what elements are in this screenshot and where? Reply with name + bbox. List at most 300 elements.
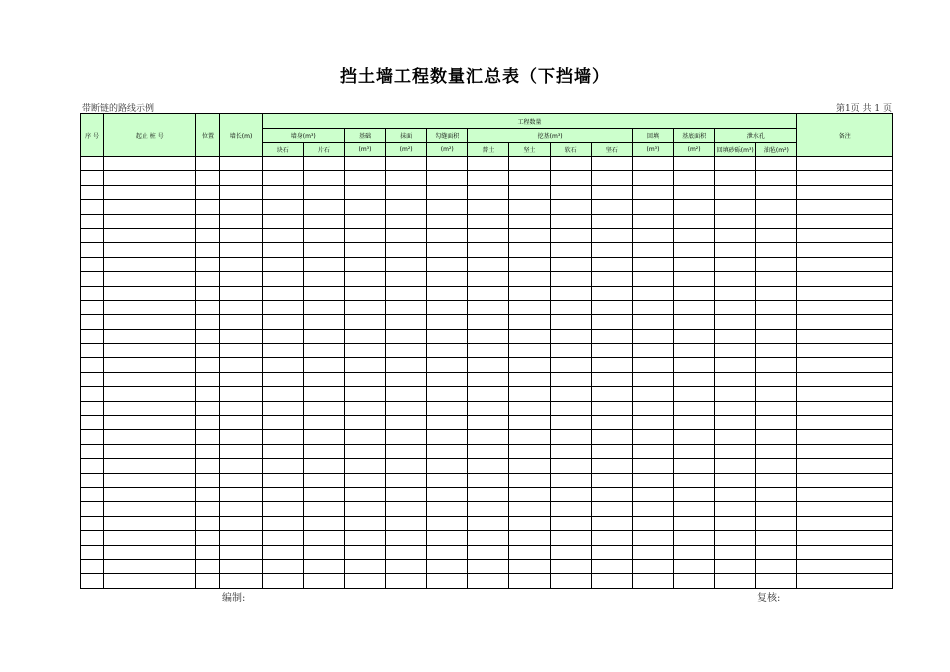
table-cell[interactable] xyxy=(344,531,385,545)
table-cell[interactable] xyxy=(509,243,550,257)
table-cell[interactable] xyxy=(797,416,893,430)
table-cell[interactable] xyxy=(262,502,303,516)
table-cell[interactable] xyxy=(468,459,509,473)
table-cell[interactable] xyxy=(344,214,385,228)
table-cell[interactable] xyxy=(427,228,468,242)
table-cell[interactable] xyxy=(591,243,632,257)
table-cell[interactable] xyxy=(715,416,756,430)
table-cell[interactable] xyxy=(196,531,220,545)
table-cell[interactable] xyxy=(550,430,591,444)
table-cell[interactable] xyxy=(715,257,756,271)
table-cell[interactable] xyxy=(344,502,385,516)
table-cell[interactable] xyxy=(81,286,104,300)
table-cell[interactable] xyxy=(632,358,673,372)
table-cell[interactable] xyxy=(674,416,715,430)
table-cell[interactable] xyxy=(303,559,344,573)
table-cell[interactable] xyxy=(386,416,427,430)
table-cell[interactable] xyxy=(81,200,104,214)
table-cell[interactable] xyxy=(591,315,632,329)
table-cell[interactable] xyxy=(550,487,591,501)
table-cell[interactable] xyxy=(262,344,303,358)
table-cell[interactable] xyxy=(427,531,468,545)
table-cell[interactable] xyxy=(303,185,344,199)
table-cell[interactable] xyxy=(591,358,632,372)
table-cell[interactable] xyxy=(262,214,303,228)
table-cell[interactable] xyxy=(591,185,632,199)
table-cell[interactable] xyxy=(509,157,550,171)
table-cell[interactable] xyxy=(674,157,715,171)
table-cell[interactable] xyxy=(303,531,344,545)
table-cell[interactable] xyxy=(262,387,303,401)
table-cell[interactable] xyxy=(220,171,262,185)
table-cell[interactable] xyxy=(104,344,196,358)
table-cell[interactable] xyxy=(81,574,104,588)
table-cell[interactable] xyxy=(81,344,104,358)
table-cell[interactable] xyxy=(344,430,385,444)
table-cell[interactable] xyxy=(386,257,427,271)
table-cell[interactable] xyxy=(303,171,344,185)
table-cell[interactable] xyxy=(262,272,303,286)
table-cell[interactable] xyxy=(262,300,303,314)
table-cell[interactable] xyxy=(591,286,632,300)
table-cell[interactable] xyxy=(756,401,797,415)
table-cell[interactable] xyxy=(715,315,756,329)
table-cell[interactable] xyxy=(220,416,262,430)
table-cell[interactable] xyxy=(220,473,262,487)
table-cell[interactable] xyxy=(550,315,591,329)
table-cell[interactable] xyxy=(591,473,632,487)
table-cell[interactable] xyxy=(632,214,673,228)
table-cell[interactable] xyxy=(632,300,673,314)
table-cell[interactable] xyxy=(756,387,797,401)
table-cell[interactable] xyxy=(797,430,893,444)
table-cell[interactable] xyxy=(104,444,196,458)
table-cell[interactable] xyxy=(104,372,196,386)
table-cell[interactable] xyxy=(81,228,104,242)
table-cell[interactable] xyxy=(797,531,893,545)
table-cell[interactable] xyxy=(715,358,756,372)
table-cell[interactable] xyxy=(797,401,893,415)
table-cell[interactable] xyxy=(591,257,632,271)
table-cell[interactable] xyxy=(797,243,893,257)
table-cell[interactable] xyxy=(468,358,509,372)
table-cell[interactable] xyxy=(468,487,509,501)
table-cell[interactable] xyxy=(196,300,220,314)
table-cell[interactable] xyxy=(220,214,262,228)
table-cell[interactable] xyxy=(674,487,715,501)
table-cell[interactable] xyxy=(427,444,468,458)
table-cell[interactable] xyxy=(196,344,220,358)
table-cell[interactable] xyxy=(632,545,673,559)
table-cell[interactable] xyxy=(386,401,427,415)
table-cell[interactable] xyxy=(344,358,385,372)
table-cell[interactable] xyxy=(550,286,591,300)
table-cell[interactable] xyxy=(674,516,715,530)
table-cell[interactable] xyxy=(344,444,385,458)
table-cell[interactable] xyxy=(550,444,591,458)
table-cell[interactable] xyxy=(756,329,797,343)
table-cell[interactable] xyxy=(674,401,715,415)
table-cell[interactable] xyxy=(509,430,550,444)
table-cell[interactable] xyxy=(427,329,468,343)
table-cell[interactable] xyxy=(81,315,104,329)
table-cell[interactable] xyxy=(468,387,509,401)
table-cell[interactable] xyxy=(632,315,673,329)
table-cell[interactable] xyxy=(386,243,427,257)
table-cell[interactable] xyxy=(756,171,797,185)
table-cell[interactable] xyxy=(303,459,344,473)
table-cell[interactable] xyxy=(509,502,550,516)
table-cell[interactable] xyxy=(344,300,385,314)
table-cell[interactable] xyxy=(262,228,303,242)
table-cell[interactable] xyxy=(104,473,196,487)
table-cell[interactable] xyxy=(756,559,797,573)
table-cell[interactable] xyxy=(427,214,468,228)
table-cell[interactable] xyxy=(632,430,673,444)
table-cell[interactable] xyxy=(344,372,385,386)
table-cell[interactable] xyxy=(386,286,427,300)
table-cell[interactable] xyxy=(468,545,509,559)
table-cell[interactable] xyxy=(81,272,104,286)
table-cell[interactable] xyxy=(104,243,196,257)
table-cell[interactable] xyxy=(196,185,220,199)
table-cell[interactable] xyxy=(756,459,797,473)
table-cell[interactable] xyxy=(196,257,220,271)
table-cell[interactable] xyxy=(674,574,715,588)
table-cell[interactable] xyxy=(756,502,797,516)
table-cell[interactable] xyxy=(344,401,385,415)
table-cell[interactable] xyxy=(344,387,385,401)
table-cell[interactable] xyxy=(81,300,104,314)
table-cell[interactable] xyxy=(468,574,509,588)
table-cell[interactable] xyxy=(262,171,303,185)
table-cell[interactable] xyxy=(104,171,196,185)
table-cell[interactable] xyxy=(632,272,673,286)
table-cell[interactable] xyxy=(509,387,550,401)
table-cell[interactable] xyxy=(715,200,756,214)
table-cell[interactable] xyxy=(220,185,262,199)
table-cell[interactable] xyxy=(756,272,797,286)
table-cell[interactable] xyxy=(756,574,797,588)
table-cell[interactable] xyxy=(220,444,262,458)
table-cell[interactable] xyxy=(386,171,427,185)
table-cell[interactable] xyxy=(509,315,550,329)
table-cell[interactable] xyxy=(344,200,385,214)
table-cell[interactable] xyxy=(632,185,673,199)
table-cell[interactable] xyxy=(468,243,509,257)
table-cell[interactable] xyxy=(104,329,196,343)
table-cell[interactable] xyxy=(104,416,196,430)
table-cell[interactable] xyxy=(674,473,715,487)
table-cell[interactable] xyxy=(756,487,797,501)
table-cell[interactable] xyxy=(674,372,715,386)
table-cell[interactable] xyxy=(427,157,468,171)
table-cell[interactable] xyxy=(468,257,509,271)
table-cell[interactable] xyxy=(196,401,220,415)
table-cell[interactable] xyxy=(550,574,591,588)
table-cell[interactable] xyxy=(674,358,715,372)
table-cell[interactable] xyxy=(550,372,591,386)
table-cell[interactable] xyxy=(756,185,797,199)
table-cell[interactable] xyxy=(509,185,550,199)
table-cell[interactable] xyxy=(196,243,220,257)
table-cell[interactable] xyxy=(715,545,756,559)
table-cell[interactable] xyxy=(386,228,427,242)
table-cell[interactable] xyxy=(509,300,550,314)
table-cell[interactable] xyxy=(386,157,427,171)
table-cell[interactable] xyxy=(262,200,303,214)
table-cell[interactable] xyxy=(468,286,509,300)
table-cell[interactable] xyxy=(344,243,385,257)
table-cell[interactable] xyxy=(427,459,468,473)
table-cell[interactable] xyxy=(220,372,262,386)
table-cell[interactable] xyxy=(427,430,468,444)
table-cell[interactable] xyxy=(550,257,591,271)
table-cell[interactable] xyxy=(220,487,262,501)
table-cell[interactable] xyxy=(220,344,262,358)
table-cell[interactable] xyxy=(632,473,673,487)
table-cell[interactable] xyxy=(797,315,893,329)
table-cell[interactable] xyxy=(550,300,591,314)
table-cell[interactable] xyxy=(344,574,385,588)
table-cell[interactable] xyxy=(715,401,756,415)
table-cell[interactable] xyxy=(344,545,385,559)
table-cell[interactable] xyxy=(756,286,797,300)
table-cell[interactable] xyxy=(104,531,196,545)
table-cell[interactable] xyxy=(427,257,468,271)
table-cell[interactable] xyxy=(220,574,262,588)
table-cell[interactable] xyxy=(386,185,427,199)
table-cell[interactable] xyxy=(509,401,550,415)
table-cell[interactable] xyxy=(262,574,303,588)
table-cell[interactable] xyxy=(303,516,344,530)
table-cell[interactable] xyxy=(797,387,893,401)
table-cell[interactable] xyxy=(674,185,715,199)
table-cell[interactable] xyxy=(386,344,427,358)
table-cell[interactable] xyxy=(303,272,344,286)
table-cell[interactable] xyxy=(674,387,715,401)
table-cell[interactable] xyxy=(550,272,591,286)
table-cell[interactable] xyxy=(797,272,893,286)
table-cell[interactable] xyxy=(550,502,591,516)
table-cell[interactable] xyxy=(509,329,550,343)
table-cell[interactable] xyxy=(550,358,591,372)
table-cell[interactable] xyxy=(550,531,591,545)
table-cell[interactable] xyxy=(303,157,344,171)
table-cell[interactable] xyxy=(550,473,591,487)
table-cell[interactable] xyxy=(756,257,797,271)
table-cell[interactable] xyxy=(756,473,797,487)
table-cell[interactable] xyxy=(632,401,673,415)
table-cell[interactable] xyxy=(468,444,509,458)
table-cell[interactable] xyxy=(427,473,468,487)
table-cell[interactable] xyxy=(591,171,632,185)
table-cell[interactable] xyxy=(386,300,427,314)
table-cell[interactable] xyxy=(196,473,220,487)
table-cell[interactable] xyxy=(386,487,427,501)
table-cell[interactable] xyxy=(262,257,303,271)
table-cell[interactable] xyxy=(797,257,893,271)
table-cell[interactable] xyxy=(674,243,715,257)
table-cell[interactable] xyxy=(262,531,303,545)
table-cell[interactable] xyxy=(220,401,262,415)
table-cell[interactable] xyxy=(262,545,303,559)
table-cell[interactable] xyxy=(104,228,196,242)
table-cell[interactable] xyxy=(196,329,220,343)
table-cell[interactable] xyxy=(632,502,673,516)
table-cell[interactable] xyxy=(220,516,262,530)
table-cell[interactable] xyxy=(797,200,893,214)
table-cell[interactable] xyxy=(797,228,893,242)
table-cell[interactable] xyxy=(550,559,591,573)
table-cell[interactable] xyxy=(427,300,468,314)
table-cell[interactable] xyxy=(715,574,756,588)
table-cell[interactable] xyxy=(386,358,427,372)
table-cell[interactable] xyxy=(196,372,220,386)
table-cell[interactable] xyxy=(303,502,344,516)
table-cell[interactable] xyxy=(674,344,715,358)
table-cell[interactable] xyxy=(632,228,673,242)
table-cell[interactable] xyxy=(715,329,756,343)
table-cell[interactable] xyxy=(715,387,756,401)
table-cell[interactable] xyxy=(344,559,385,573)
table-cell[interactable] xyxy=(674,459,715,473)
table-cell[interactable] xyxy=(81,157,104,171)
table-cell[interactable] xyxy=(303,430,344,444)
table-cell[interactable] xyxy=(674,171,715,185)
table-cell[interactable] xyxy=(797,214,893,228)
table-cell[interactable] xyxy=(715,214,756,228)
table-cell[interactable] xyxy=(632,459,673,473)
table-cell[interactable] xyxy=(632,157,673,171)
table-cell[interactable] xyxy=(262,358,303,372)
table-cell[interactable] xyxy=(468,531,509,545)
table-cell[interactable] xyxy=(674,300,715,314)
table-cell[interactable] xyxy=(674,315,715,329)
table-cell[interactable] xyxy=(591,444,632,458)
table-cell[interactable] xyxy=(756,300,797,314)
table-cell[interactable] xyxy=(262,487,303,501)
table-cell[interactable] xyxy=(81,502,104,516)
table-cell[interactable] xyxy=(104,214,196,228)
table-cell[interactable] xyxy=(591,329,632,343)
table-cell[interactable] xyxy=(344,473,385,487)
table-cell[interactable] xyxy=(591,502,632,516)
table-cell[interactable] xyxy=(220,272,262,286)
table-cell[interactable] xyxy=(104,272,196,286)
table-cell[interactable] xyxy=(756,315,797,329)
table-cell[interactable] xyxy=(632,372,673,386)
table-cell[interactable] xyxy=(797,502,893,516)
table-cell[interactable] xyxy=(81,487,104,501)
table-cell[interactable] xyxy=(344,487,385,501)
table-cell[interactable] xyxy=(81,559,104,573)
table-cell[interactable] xyxy=(220,387,262,401)
table-cell[interactable] xyxy=(674,257,715,271)
table-cell[interactable] xyxy=(220,315,262,329)
table-cell[interactable] xyxy=(550,459,591,473)
table-cell[interactable] xyxy=(196,171,220,185)
table-cell[interactable] xyxy=(797,344,893,358)
table-cell[interactable] xyxy=(797,300,893,314)
table-cell[interactable] xyxy=(591,574,632,588)
table-cell[interactable] xyxy=(303,214,344,228)
table-cell[interactable] xyxy=(81,185,104,199)
table-cell[interactable] xyxy=(509,444,550,458)
table-cell[interactable] xyxy=(468,272,509,286)
table-cell[interactable] xyxy=(196,487,220,501)
table-cell[interactable] xyxy=(262,444,303,458)
table-cell[interactable] xyxy=(262,329,303,343)
table-cell[interactable] xyxy=(344,272,385,286)
table-cell[interactable] xyxy=(756,344,797,358)
table-cell[interactable] xyxy=(220,358,262,372)
table-cell[interactable] xyxy=(715,487,756,501)
table-cell[interactable] xyxy=(591,157,632,171)
table-cell[interactable] xyxy=(344,228,385,242)
table-cell[interactable] xyxy=(468,300,509,314)
table-cell[interactable] xyxy=(797,286,893,300)
table-cell[interactable] xyxy=(303,315,344,329)
table-cell[interactable] xyxy=(468,401,509,415)
table-cell[interactable] xyxy=(427,315,468,329)
table-cell[interactable] xyxy=(220,228,262,242)
table-cell[interactable] xyxy=(797,473,893,487)
table-cell[interactable] xyxy=(104,315,196,329)
table-cell[interactable] xyxy=(468,185,509,199)
table-cell[interactable] xyxy=(220,430,262,444)
table-cell[interactable] xyxy=(550,344,591,358)
table-cell[interactable] xyxy=(427,243,468,257)
table-cell[interactable] xyxy=(756,228,797,242)
table-cell[interactable] xyxy=(262,416,303,430)
table-cell[interactable] xyxy=(104,430,196,444)
table-cell[interactable] xyxy=(509,214,550,228)
table-cell[interactable] xyxy=(344,157,385,171)
table-cell[interactable] xyxy=(104,257,196,271)
table-cell[interactable] xyxy=(632,559,673,573)
table-cell[interactable] xyxy=(262,559,303,573)
table-cell[interactable] xyxy=(303,574,344,588)
table-cell[interactable] xyxy=(756,157,797,171)
table-cell[interactable] xyxy=(550,228,591,242)
table-cell[interactable] xyxy=(220,286,262,300)
table-cell[interactable] xyxy=(509,171,550,185)
table-cell[interactable] xyxy=(81,329,104,343)
table-cell[interactable] xyxy=(756,531,797,545)
table-cell[interactable] xyxy=(797,516,893,530)
table-cell[interactable] xyxy=(262,401,303,415)
table-cell[interactable] xyxy=(674,214,715,228)
table-cell[interactable] xyxy=(196,459,220,473)
table-cell[interactable] xyxy=(509,559,550,573)
table-cell[interactable] xyxy=(468,315,509,329)
table-cell[interactable] xyxy=(674,545,715,559)
table-cell[interactable] xyxy=(303,257,344,271)
table-cell[interactable] xyxy=(591,387,632,401)
table-cell[interactable] xyxy=(427,387,468,401)
table-cell[interactable] xyxy=(756,200,797,214)
table-cell[interactable] xyxy=(344,257,385,271)
table-cell[interactable] xyxy=(468,502,509,516)
table-cell[interactable] xyxy=(386,329,427,343)
table-cell[interactable] xyxy=(344,171,385,185)
table-cell[interactable] xyxy=(104,459,196,473)
table-cell[interactable] xyxy=(591,272,632,286)
table-cell[interactable] xyxy=(509,516,550,530)
table-cell[interactable] xyxy=(632,574,673,588)
table-cell[interactable] xyxy=(386,516,427,530)
